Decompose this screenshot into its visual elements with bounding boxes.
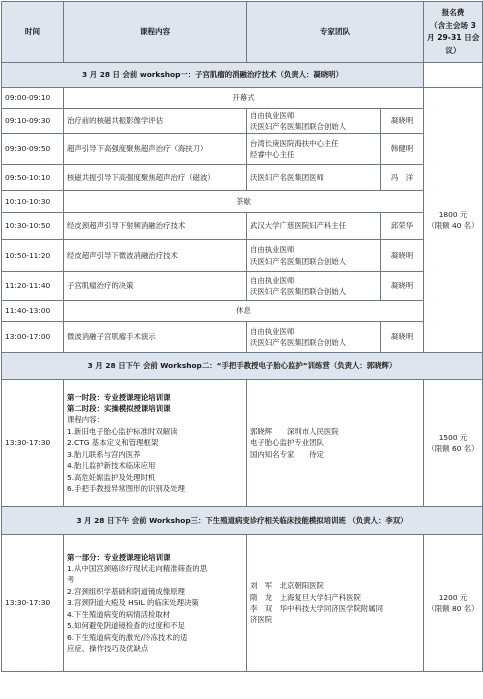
course-line: 4.下生殖道病变的病情活检取材 <box>67 609 171 619</box>
person-cell: 冯 洋 <box>381 165 424 191</box>
session-line: 第二时段：实操模拟授课培训课 <box>67 404 171 414</box>
person-cell: 凝晓明 <box>381 109 424 134</box>
table-row <box>2 240 483 272</box>
table-row <box>2 322 483 353</box>
course-line: 2.CTG 基本定义和管理框架 <box>67 438 159 448</box>
course-content-cell <box>64 535 247 672</box>
time-cell: 13:30-17:30 <box>2 380 64 507</box>
time-cell: 09:10-09:30 <box>2 109 64 134</box>
section-title-ws3: 3 月 28 日下午 会前 Workshop三：下生殖道病变诊疗相关临床技能模拟培训班 （负责人：李双） <box>2 507 483 535</box>
course-line: 2.宫颈组织学基础和阴道镜成像原理 <box>67 586 185 596</box>
event-cell: 休息 <box>64 301 424 322</box>
table-row <box>2 380 483 507</box>
team-cell <box>247 272 381 301</box>
fee-cell-ws1 <box>424 88 483 353</box>
fee-cell-ws2 <box>424 380 483 507</box>
table-row <box>2 301 483 322</box>
fee-limit: （限额 60 名） <box>427 444 479 453</box>
time-cell: 10:50-11:20 <box>2 240 64 272</box>
team-cell <box>247 213 381 240</box>
team-line: 沃医妇产名医集团联合创始人 <box>250 287 347 296</box>
table-row <box>2 535 483 672</box>
team-line: 隋 龙 上海复旦大学妇产科医院 <box>250 592 361 602</box>
table-row <box>2 213 483 240</box>
course-line: 6.下生殖道病变的激光/冷冻技术的适 <box>67 632 188 642</box>
section-title-ws2: 3 月 28 日下午 会前 Workshop二：“手把手教授电子胎心监护”训练营（负责人：郭晓辉） <box>2 353 483 380</box>
team-line: 沃医妇产名医集团医师 <box>250 172 324 182</box>
header-fee <box>424 2 483 63</box>
course-line: 4.胎儿监护新技术临床应用 <box>67 461 156 471</box>
time-cell: 09:50-10:10 <box>2 165 64 191</box>
person-cell: 韩健明 <box>381 134 424 165</box>
course-line: 6.手把手教授异常图形的识别及处理 <box>67 483 185 493</box>
team-cell <box>247 240 381 272</box>
team-cell <box>247 134 381 165</box>
course-line: 应症、操作技巧及优缺点 <box>67 643 149 653</box>
team-line: 刘 军 北京朝阳医院 <box>250 581 324 591</box>
course-line: 5.如何避免阴道镜检查的过度和不足 <box>67 621 185 631</box>
content-cell: 经皮颈超声引导下射频消融治疗技术 <box>64 213 247 240</box>
course-line: 考 <box>67 575 75 585</box>
fee-amount: 1500 元 <box>438 432 468 442</box>
person-cell: 凝晓明 <box>381 240 424 272</box>
time-cell: 09:30-09:50 <box>2 134 64 165</box>
time-cell: 10:10-10:30 <box>2 191 64 213</box>
section-title-ws1: 3 月 28 日 会前 workshop一：子宫肌瘤的消融治疗技术（负责人：凝晓明） <box>2 63 424 88</box>
team-cell <box>247 165 381 191</box>
schedule-table <box>1 1 483 672</box>
person-cell: 邱荣华 <box>381 213 424 240</box>
fee-limit: （限额 80 名） <box>427 604 479 613</box>
team-line: 自由执业医师 <box>250 275 295 285</box>
time-cell: 11:20-11:40 <box>2 272 64 301</box>
header-fee-line: 报名费 <box>441 8 465 17</box>
header-fee-line: （含主会场 3 <box>430 20 476 30</box>
time-cell: 13:00-17:00 <box>2 322 64 353</box>
team-line: 李 双 华中科技大学同济医学院附属同 <box>250 604 384 613</box>
header-time: 时间 <box>2 2 64 63</box>
time-cell: 09:00-09:10 <box>2 88 64 109</box>
header-fee-line: 月 29-31 日会 <box>427 33 480 42</box>
team-line: 自由执业医师 <box>250 326 295 336</box>
person-cell: 凝晓明 <box>381 322 424 353</box>
team-line: 电子胎心监护专业团队 <box>250 438 324 448</box>
event-cell: 开幕式 <box>64 88 424 109</box>
section-row <box>2 63 483 88</box>
team-cell <box>247 380 424 507</box>
team-cell <box>247 109 381 134</box>
content-cell: 治疗前的核磁共振影像学评估 <box>64 109 247 134</box>
time-cell: 11:40-13:00 <box>2 301 64 322</box>
section-row <box>2 353 483 380</box>
team-line: 自由执业医师 <box>250 245 295 255</box>
course-line: 5.高危妊娠监护及处理时机 <box>67 472 156 482</box>
content-cell: 核磁共振引导下高强度聚焦超声治疗（磁波） <box>64 165 247 191</box>
header-fee-line: 议） <box>445 45 461 55</box>
team-line: 沃医妇产名医集团联合创始人 <box>250 122 347 131</box>
session-line: 第一时段：专业授课理论培训课 <box>67 392 171 402</box>
table-row <box>2 88 483 109</box>
table-row <box>2 272 483 301</box>
table-row <box>2 191 483 213</box>
team-line: 武汉大学广慈医院妇产科主任 <box>250 221 347 231</box>
time-cell: 13:30-17:30 <box>2 535 64 672</box>
fee-limit: （限额 40 名） <box>427 221 479 230</box>
header-content: 课程内容 <box>64 2 247 63</box>
team-cell <box>247 322 381 353</box>
team-line: 济医院 <box>250 615 273 625</box>
fee-amount: 1800 元 <box>438 209 468 219</box>
event-cell: 茶歇 <box>64 191 424 213</box>
team-line: 沃医妇产名医集团联合创始人 <box>250 256 347 266</box>
team-line: 台湾长庚医院海扶中心主任 <box>250 138 339 148</box>
team-line: 经睿中心主任 <box>250 150 295 159</box>
course-line: 3.胎儿联系与宫内医养 <box>67 449 141 459</box>
course-line: 3.宫颈阴道大疱及 HSIL 的临床处理决策 <box>67 598 199 608</box>
team-cell <box>247 535 424 672</box>
course-content-cell <box>64 380 247 507</box>
content-cell: 经皮超声引导下微波消融治疗技术 <box>64 240 247 272</box>
header-team: 专家团队 <box>247 2 424 63</box>
table-row <box>2 134 483 165</box>
course-line: 1.从中国宫颈癌诊疗现状走向精准筛查的思 <box>67 564 208 574</box>
fee-amount: 1200 元 <box>438 592 468 602</box>
person-cell: 凝晓明 <box>381 272 424 301</box>
section-row <box>2 507 483 535</box>
fee-cell-ws3 <box>424 535 483 672</box>
course-line: 课程内容： <box>67 415 104 425</box>
table-row <box>2 109 483 134</box>
team-line: 国内知名专家 待定 <box>250 449 324 459</box>
session-line: 第一部分：专业授课理论培训课 <box>67 552 171 562</box>
table-row <box>2 165 483 191</box>
team-line: 沃医妇产名医集团联合创始人 <box>250 338 347 347</box>
content-cell: 微波消融子宫肌瘤手术演示 <box>64 322 247 353</box>
team-line: 自由执业医师 <box>250 110 295 120</box>
header-row <box>2 2 483 63</box>
team-line: 郭晓辉 深圳市人民医院 <box>250 426 339 436</box>
time-cell: 10:30-10:50 <box>2 213 64 240</box>
content-cell: 超声引导下高强度聚焦超声治疗（海扶刀） <box>64 134 247 165</box>
content-cell: 子宫肌瘤治疗的决策 <box>64 272 247 301</box>
course-line: 1.新旧电子胎心监护标准时双解读 <box>67 426 178 436</box>
